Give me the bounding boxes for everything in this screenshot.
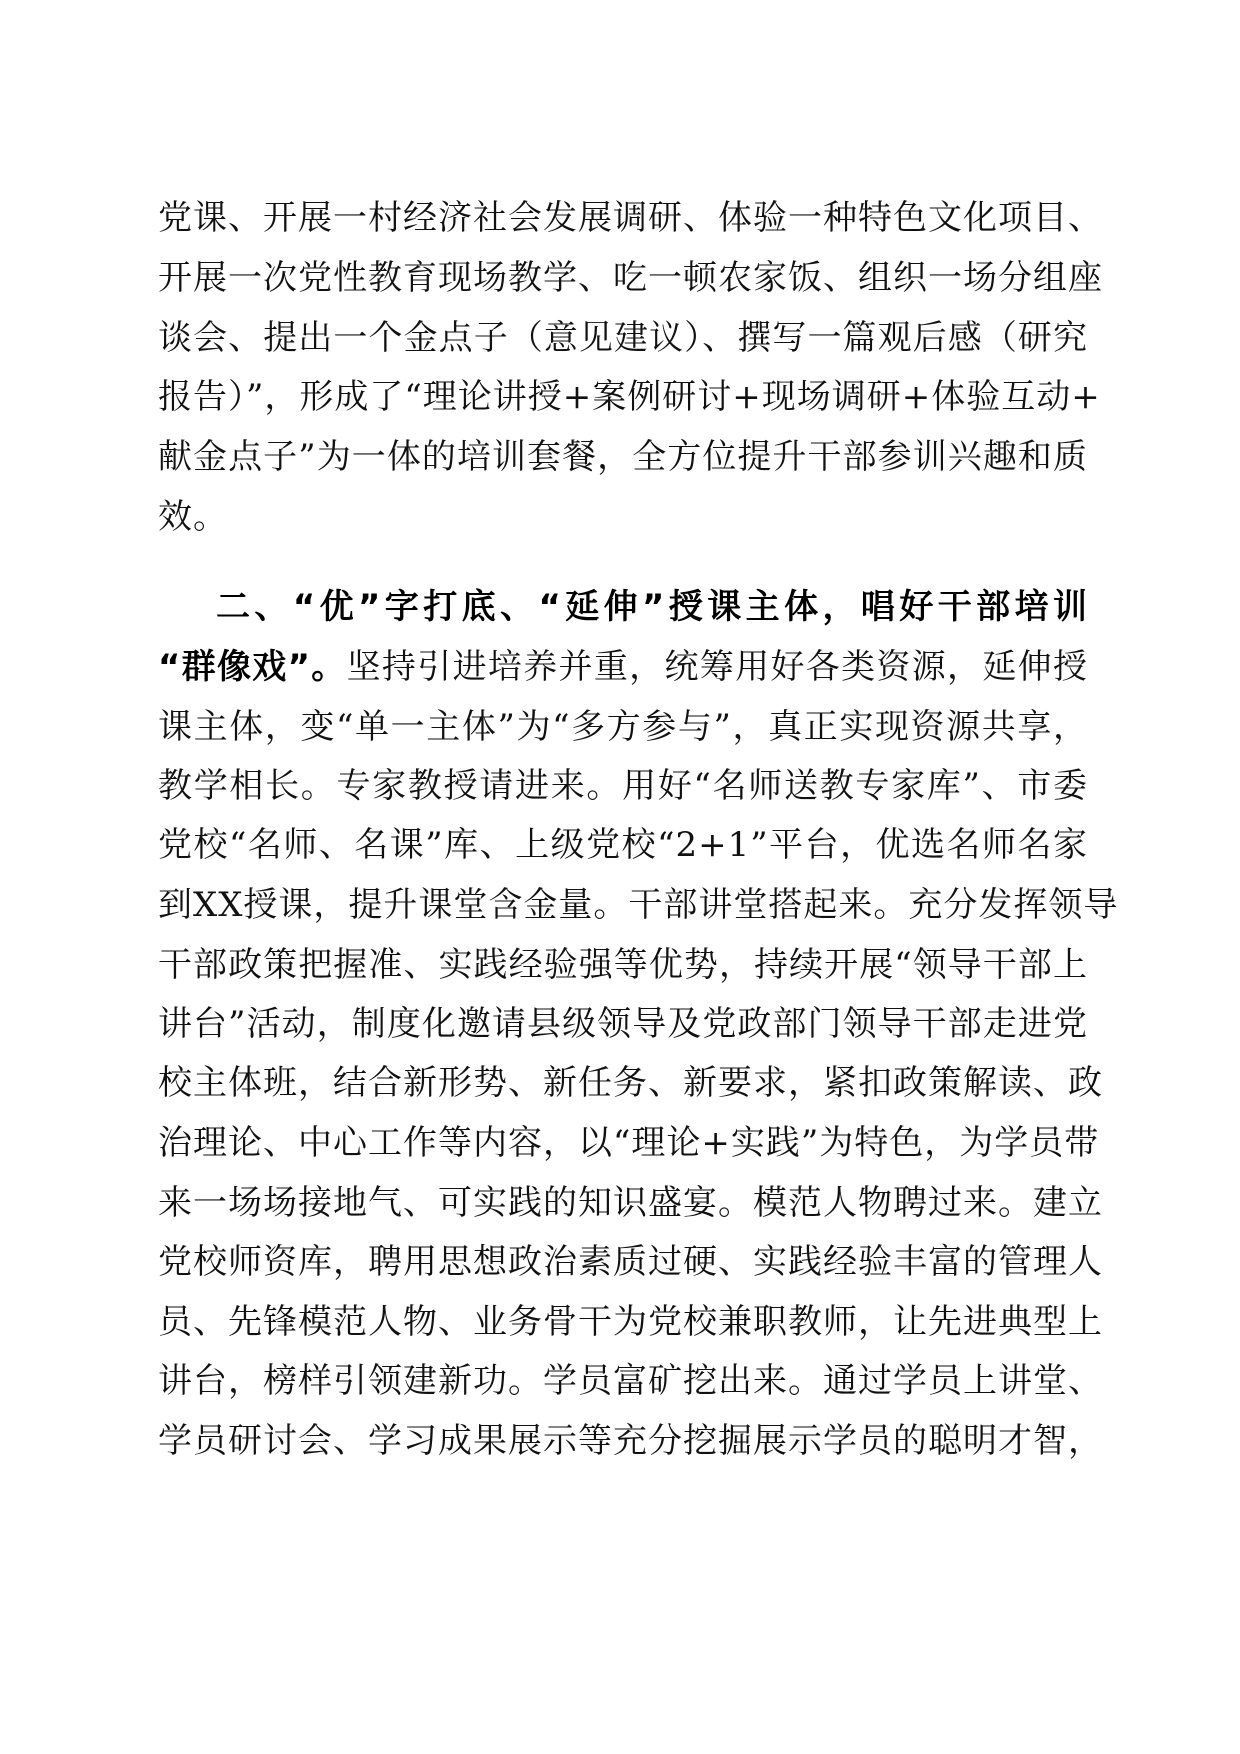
paragraph-line: 献金点子”为一体的培训套餐，全方位提升干部参训兴趣和质 [158, 437, 1088, 477]
paragraph-line: 党校师资库，聘用思想政治素质过硬、实践经验丰富的管理人 [158, 1242, 1103, 1282]
paragraph-text: 坚持引进培养并重，统筹用好各类资源，延伸授 [346, 647, 1088, 687]
paragraph-line: 教学相长。专家教授请进来。用好“名师送教专家库”、市委 [158, 766, 1088, 806]
paragraph-line: 课主体，变“单一主体”为“多方参与”，真正实现资源共享， [158, 707, 1088, 747]
paragraph-line: 开展一次党性教育现场教学、吃一顿农家饭、组织一场分组座 [158, 258, 1103, 298]
paragraph-line: 讲台”活动，制度化邀请县级领导及党政部门领导干部走进党 [158, 1004, 1088, 1044]
paragraph-line: 谈会、提出一个金点子（意见建议）、撰写一篇观后感（研究 [158, 318, 1088, 358]
paragraph-line: 讲台，榜样引领建新功。学员富矿挖出来。通过学员上讲堂、 [158, 1361, 1103, 1401]
paragraph-line: 治理论、中心工作等内容，以“理论+实践”为特色，为学员带 [158, 1123, 1100, 1163]
paragraph-line: 党校“名师、名课”库、上级党校“2+1”平台，优选名师名家 [158, 825, 1088, 865]
paragraph-line: 校主体班，结合新形势、新任务、新要求，紧扣政策解读、政 [158, 1063, 1103, 1103]
paragraph-line: 学员研讨会、学习成果展示等充分挖掘展示学员的聪明才智， [158, 1421, 1103, 1461]
section-heading-tail: “群像戏”。 [158, 647, 347, 687]
paragraph-line: 到XX授课，提升课堂含金量。干部讲堂搭起来。充分发挥领导 [158, 885, 1119, 925]
paragraph-line: 员、先锋模范人物、业务骨干为党校兼职教师，让先进典型上 [158, 1302, 1103, 1342]
paragraph-line: 效。 [158, 497, 228, 537]
paragraph-line: 报告）”，形成了“理论讲授+案例研讨+现场调研+体验互动+ [158, 377, 1101, 417]
section-heading: 二、“优”字打底、“延伸”授课主体，唱好干部培训 [216, 587, 1088, 627]
paragraph-line: 党课、开展一村经济社会发展调研、体验一种特色文化项目、 [158, 198, 1103, 238]
paragraph-line: 干部政策把握准、实践经验强等优势，持续开展“领导干部上 [158, 945, 1088, 985]
paragraph-line: 来一场场接地气、可实践的知识盛宴。模范人物聘过来。建立 [158, 1183, 1103, 1223]
paragraph-line [158, 637, 1088, 697]
